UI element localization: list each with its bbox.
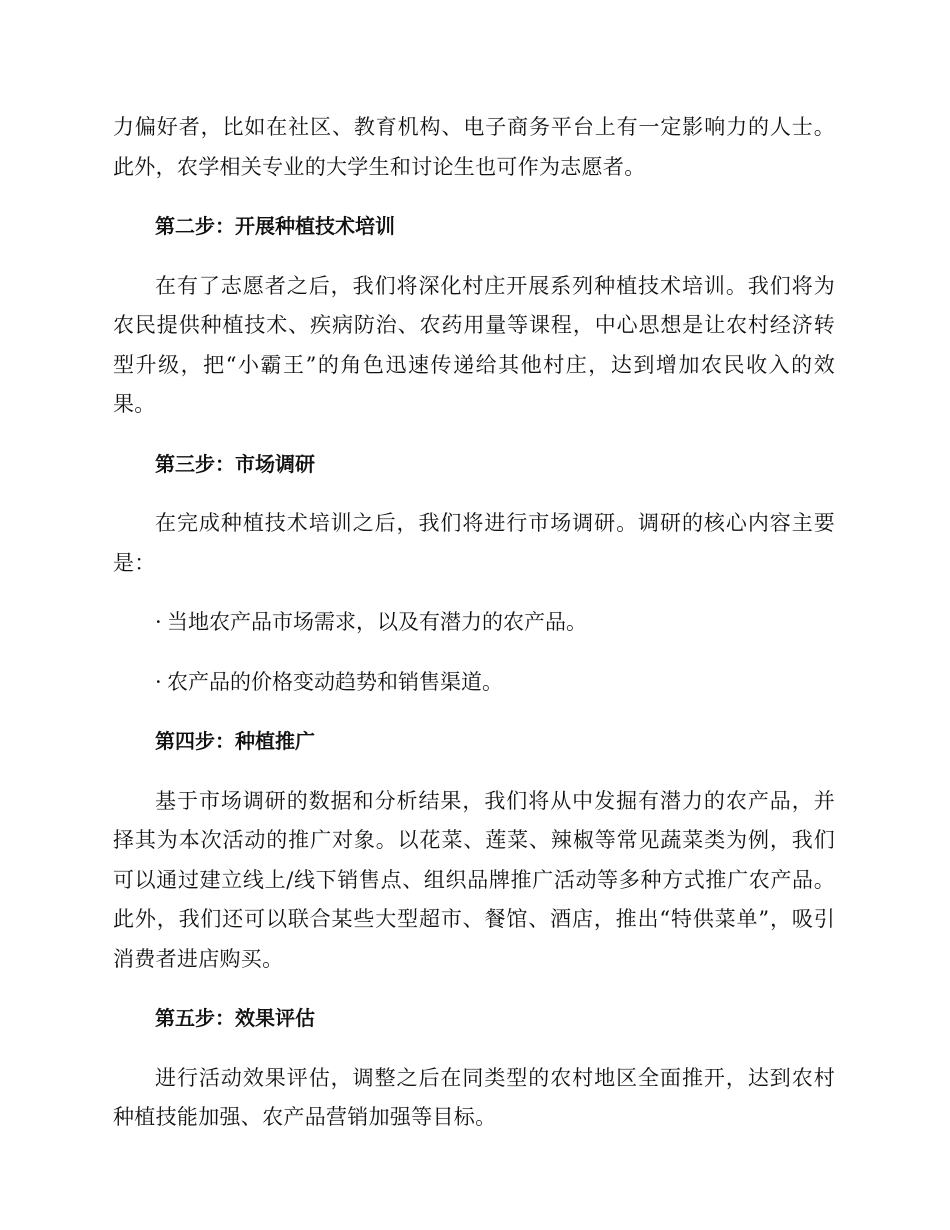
- document-page: [113, 108, 835, 1158]
- list-item: [113, 603, 835, 643]
- step4-paragraph: 基于市场调研的数据和分析结果，我们将从中发掘有潜力的农产品，并择其为本次活动的推广对象。以花菜、莲菜、辣椒等常见蔬菜类为例，我们可以通过建立线上/线下销售点、组织品牌推广活动等多种方式推广农产品。此外，我们还可以联合某些大型超市、餐馆、酒店，推出“特供菜单”，吸引消费者进店购买。: [113, 788, 835, 971]
- step5-paragraph: 进行活动效果评估，调整之后在同类型的农村地区全面推开，达到农村种植技能加强、农产品营销加强等目标。: [113, 1065, 835, 1129]
- step2-paragraph: 在有了志愿者之后，我们将深化村庄开展系列种植技术培训。我们将为农民提供种植技术、疾病防治、农药用量等课程，中心思想是让农村经济转型升级，把“小霸王”的角色迅速传递给其他村庄，达到增加农民收入的效果。: [113, 273, 835, 416]
- bullet-text: 农产品的价格变动趋势和销售渠道。: [167, 669, 503, 694]
- step4-heading: 第四步：种植推广: [155, 729, 315, 753]
- step3-heading: 第三步：市场调研: [155, 451, 315, 476]
- step2-heading: 第二步：开展种植技术培训: [155, 214, 395, 238]
- bullet-text: 当地农产品市场需求，以及有潜力的农产品。: [167, 610, 587, 634]
- bullet-dot: ·: [155, 669, 162, 694]
- list-item: [113, 663, 835, 703]
- bullet-dot: ·: [155, 610, 162, 634]
- step5-heading: 第五步：效果评估: [155, 1006, 315, 1030]
- step3-paragraph: 在完成种植技术培训之后，我们将进行市场调研。调研的核心内容主要是：: [113, 511, 835, 575]
- intro-paragraph: 力偏好者，比如在社区、教育机构、电子商务平台上有一定影响力的人士。此外，农学相关专业的大学生和讨论生也可作为志愿者。: [113, 115, 835, 179]
